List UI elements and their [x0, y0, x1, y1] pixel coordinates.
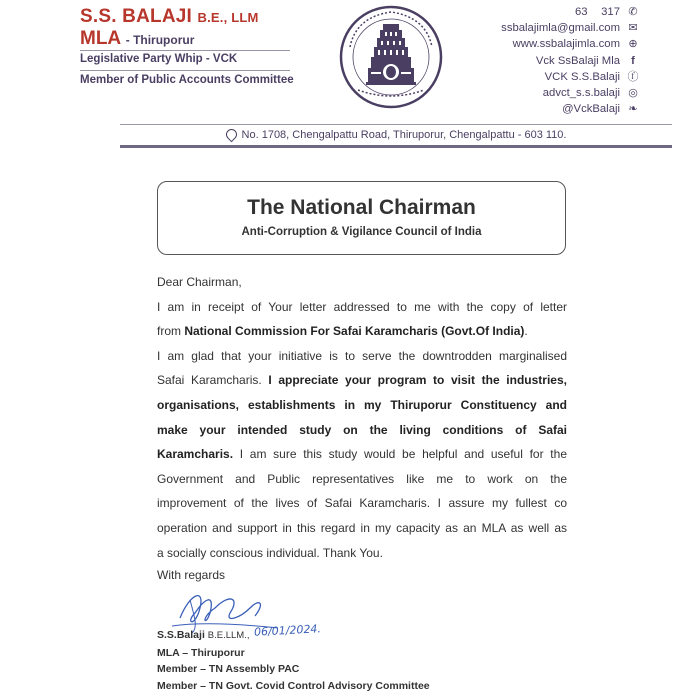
- body-line: Government and Public representatives like me to work on the: [157, 471, 567, 486]
- contact-list: [501, 4, 640, 117]
- name-text: S.S.Balaji: [157, 629, 205, 641]
- contact-facebook-page[interactable]: [501, 69, 640, 85]
- signatory-line: Member – TN Govt. Covid Control Advisory Committee: [157, 679, 430, 692]
- instagram-icon: ◎: [628, 86, 638, 99]
- body-line: I am in receipt of Your letter addressed to me with the copy of letter: [157, 299, 567, 314]
- address-bottom-rule: [120, 145, 672, 148]
- location-pin-icon: [223, 127, 239, 143]
- recipient-organization: Anti-Corruption & Vigilance Council of India: [241, 226, 482, 238]
- government-emblem-icon: [336, 2, 446, 112]
- text: .: [524, 324, 528, 339]
- contact-instagram[interactable]: [501, 85, 640, 101]
- contact-whatsapp[interactable]: [501, 4, 640, 20]
- contact-twitter[interactable]: [501, 101, 640, 117]
- body-line: [157, 319, 567, 344]
- signatory-line: Member – TN Assembly PAC: [157, 663, 300, 675]
- globe-icon: ⊕: [628, 38, 638, 51]
- divider: [80, 70, 290, 71]
- facebook-icon: f: [631, 54, 635, 67]
- whatsapp-icon: ✆: [628, 6, 638, 18]
- signatory-block: [157, 627, 430, 694]
- degree-text: B.E., LLM: [197, 10, 259, 25]
- address-text: No. 1708, Chengalpattu Road, Thiruporur, Chengalpattu - 603 110.: [241, 129, 567, 141]
- contact-website[interactable]: [501, 36, 640, 52]
- text: I am sure this study would be helpful and useful for the: [233, 447, 567, 462]
- role-whip: Legislative Party Whip - VCK: [80, 53, 238, 65]
- bold-text: make your intended study on the living conditions of Safai: [157, 422, 567, 437]
- bold-text: organisations, establishments in my Thiruporur Constituency and: [157, 397, 567, 412]
- text: from: [157, 324, 185, 339]
- handwritten-date: 06/01/2024.: [253, 622, 322, 639]
- body-line: I am glad that your initiative is to serve the downtrodden marginalised: [157, 348, 567, 363]
- bold-text: I appreciate your program to visit the industries,: [268, 373, 567, 388]
- contact-text: ssbalajimla@gmail.com: [501, 22, 620, 35]
- contact-text: 63 317: [575, 6, 620, 18]
- mail-icon: ✉: [628, 22, 638, 35]
- address-top-rule: [120, 124, 672, 125]
- title-text: MLA: [80, 28, 121, 49]
- bold-text: Karamcharis.: [157, 447, 234, 462]
- salutation: Dear Chairman,: [157, 275, 242, 289]
- contact-text: VCK S.S.Balaji: [544, 70, 620, 83]
- name-text: S.S. BALAJI: [80, 6, 192, 27]
- degree-text: B.E.LLM.,: [207, 630, 250, 641]
- mla-title: [80, 28, 194, 50]
- body-line: [157, 368, 567, 393]
- contact-email[interactable]: [501, 20, 640, 36]
- mla-name: [80, 6, 259, 28]
- divider: [80, 50, 290, 51]
- role-pac: Member of Public Accounts Committee: [80, 74, 294, 86]
- signatory-line: MLA – Thiruporur: [157, 646, 245, 659]
- contact-text: advct_s.s.balaji: [542, 86, 620, 99]
- body-line: a socially conscious individual. Thank You.: [157, 545, 383, 560]
- contact-facebook[interactable]: [501, 53, 640, 69]
- commission-name: National Commission For Safai Karamcharis (Govt.Of India): [184, 324, 525, 339]
- body-line: improvement of the lives of Safai Karamcharis. I assure my fullest co: [157, 496, 567, 511]
- contact-text: www.ssbalajimla.com: [512, 38, 620, 51]
- contact-text: Vck SsBalaji Mla: [535, 54, 620, 67]
- constituency-text: - Thiruporur: [125, 33, 195, 47]
- recipient-title: The National Chairman: [247, 196, 476, 219]
- body-line: operation and support in this regard in my capacity as an MLA as well as: [157, 520, 567, 535]
- facebook-circle-icon: ⓕ: [627, 70, 639, 83]
- twitter-icon: ❧: [628, 103, 638, 116]
- contact-text: @VckBalaji: [562, 103, 620, 116]
- recipient-box: [157, 181, 566, 255]
- closing: With regards: [157, 568, 226, 583]
- letter-body: [157, 270, 567, 585]
- address: [120, 126, 672, 144]
- body-line: [157, 418, 567, 443]
- body-line: [157, 442, 567, 467]
- text: Safai Karamcharis.: [157, 373, 269, 388]
- body-line: [157, 393, 567, 418]
